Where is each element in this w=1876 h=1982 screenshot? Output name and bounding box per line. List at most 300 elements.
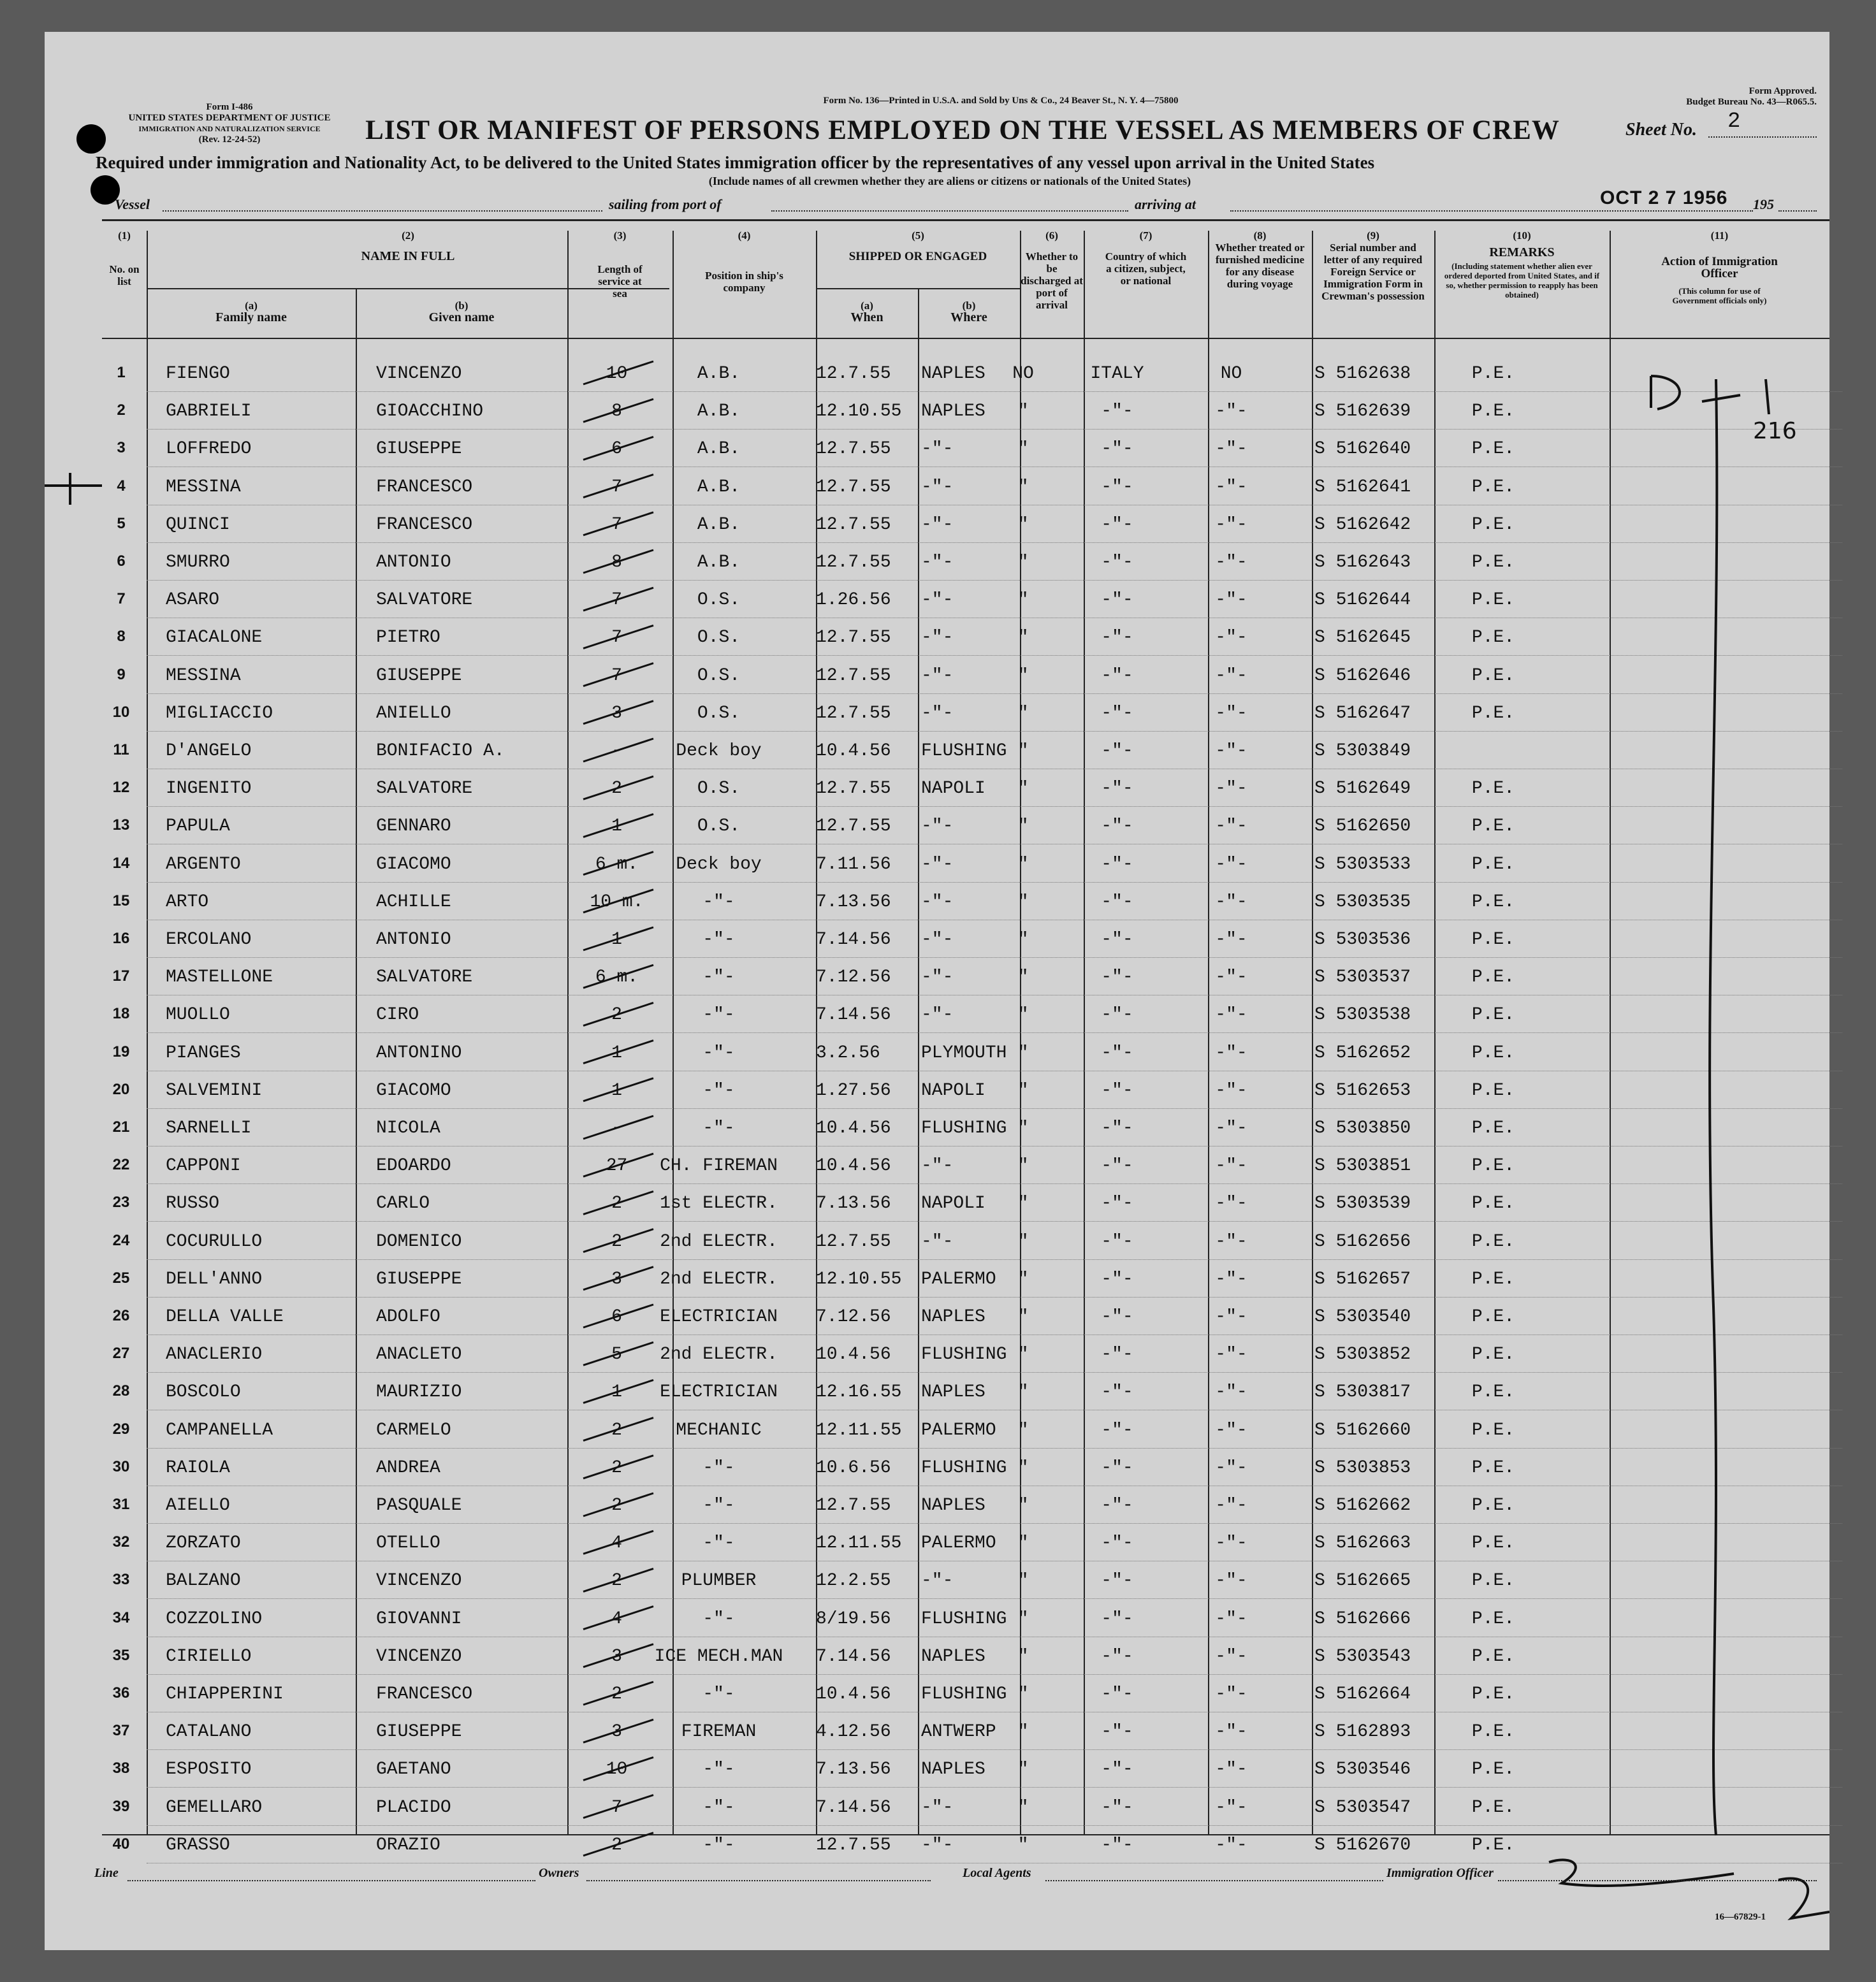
cell-position: 2nd ELECTR. (660, 1231, 778, 1252)
cell-given: FRANCESCO (376, 1684, 473, 1704)
cell-country: -"- (1101, 1345, 1133, 1365)
cell-serial: S 5162660 (1314, 1420, 1411, 1440)
cell-treated: -"- (1215, 628, 1247, 648)
cell-family: CIRIELLO (166, 1646, 252, 1667)
cell-country: -"- (1101, 816, 1133, 837)
cell-given: EDOARDO (376, 1156, 451, 1176)
cell-where: PALERMO (921, 1533, 996, 1554)
cell-service: 7 (611, 514, 622, 535)
cell-position: -"- (702, 1458, 735, 1478)
cell-where: -"- (921, 665, 954, 686)
cell-country: -"- (1101, 1382, 1133, 1403)
cell-remarks: P.E. (1471, 1797, 1515, 1818)
cell-where: NAPOLI (921, 1194, 985, 1214)
col11-label: Action of Immigration Officer (1661, 255, 1778, 280)
cell-where: NAPLES (921, 1496, 985, 1515)
cell-country: -"- (1101, 1458, 1133, 1478)
cell-remarks: P.E. (1471, 1043, 1515, 1063)
cell-serial: S 5162647 (1314, 703, 1411, 723)
col6-header (1020, 229, 1084, 311)
col10-num: (10) (1513, 229, 1531, 242)
approval-line: Budget Bureau No. 43—R065.5. (1686, 97, 1817, 107)
year-line (1778, 196, 1817, 212)
cell-treated: -"- (1215, 477, 1247, 497)
cell-remarks: P.E. (1471, 1307, 1515, 1327)
col2-label: NAME IN FULL (361, 249, 455, 263)
cell-family: ZORZATO (166, 1533, 241, 1554)
cell-family: CAMPANELLA (166, 1420, 273, 1440)
cell-position: -"- (702, 930, 735, 950)
table-row (112, 1146, 1842, 1184)
cell-service: 1 (611, 930, 622, 950)
cell-position: MECHANIC (676, 1420, 762, 1440)
cell-given: GIUSEPPE (376, 1722, 462, 1742)
cell-remarks: P.E. (1471, 1382, 1515, 1403)
table-row (113, 731, 1842, 769)
cell-given: DOMENICO (376, 1231, 462, 1252)
cell-family: CHIAPPERINI (166, 1684, 284, 1704)
cell-position: ICE MECH.MAN (654, 1646, 783, 1667)
cell-given: ADOLFO (376, 1307, 440, 1327)
cell-country: -"- (1101, 1835, 1133, 1855)
cell-serial: S 5303543 (1314, 1646, 1411, 1667)
row-number: 35 (112, 1646, 130, 1664)
cell-discharged: " (1017, 477, 1029, 497)
cell-position: 2nd ELECTR. (660, 1269, 778, 1289)
cell-given: FRANCESCO (376, 514, 473, 535)
cell-position: O.S. (697, 665, 741, 686)
cell-family: SMURRO (166, 553, 230, 572)
cell-when: 7.14.56 (816, 1646, 891, 1667)
cell-discharged: " (1017, 1722, 1029, 1742)
cell-serial: S 5162893 (1314, 1722, 1411, 1742)
col2b-sub: (b) (454, 300, 469, 312)
cell-remarks: P.E. (1471, 590, 1515, 611)
cell-position: 2nd ELECTR. (660, 1345, 778, 1365)
cell-remarks: P.E. (1471, 1231, 1515, 1252)
cell-where: PALERMO (921, 1420, 996, 1440)
cell-service: 2 (611, 1005, 622, 1025)
cell-treated: -"- (1215, 1760, 1247, 1780)
table-row (117, 580, 1842, 618)
table-row (112, 844, 1842, 883)
cell-discharged: " (1017, 1571, 1029, 1591)
cell-position: -"- (702, 1835, 735, 1855)
cell-remarks: P.E. (1471, 553, 1515, 572)
table-row (117, 656, 1842, 694)
manifest-sheet (45, 32, 1829, 1950)
cell-country: -"- (1101, 1005, 1133, 1025)
col4-num: (4) (738, 229, 751, 242)
cell-family: FIENGO (166, 364, 230, 384)
approval-line: Form Approved. (1749, 86, 1817, 96)
cell-serial: S 5162663 (1314, 1533, 1411, 1554)
cell-where: FLUSHING (921, 1345, 1007, 1365)
cell-when: 1.26.56 (816, 590, 891, 611)
cell-serial: S 5162644 (1314, 590, 1411, 611)
cell-serial: S 5162639 (1314, 401, 1411, 422)
arriving-label: arriving at (1135, 196, 1196, 212)
cell-when: 12.7.55 (816, 553, 891, 572)
cell-family: PIANGES (166, 1043, 241, 1063)
footer-line-label: Line (94, 1866, 119, 1880)
row-number: 19 (112, 1043, 130, 1060)
table-row (117, 505, 1842, 543)
cell-remarks: P.E. (1471, 401, 1515, 422)
cell-treated: -"- (1215, 892, 1247, 912)
cell-country: -"- (1101, 1118, 1133, 1138)
table-row (112, 1448, 1842, 1486)
cell-family: D'ANGELO (166, 741, 252, 761)
form-block-line: Form I-486 (206, 102, 253, 112)
cell-country: -"- (1101, 665, 1133, 686)
cell-position: O.S. (697, 816, 741, 837)
cell-family: ASARO (166, 590, 220, 611)
col6-num: (6) (1045, 229, 1058, 242)
cell-family: GRASSO (166, 1835, 230, 1855)
cell-service: 3 (611, 1646, 622, 1667)
cell-where: NAPLES (921, 1760, 985, 1780)
row-number: 9 (117, 665, 126, 683)
table-row (112, 1486, 1842, 1524)
cell-given: GIUSEPPE (376, 1269, 462, 1289)
cell-where: -"- (921, 1156, 954, 1176)
cell-where: FLUSHING (921, 741, 1007, 761)
cell-position: CH. FIREMAN (660, 1156, 778, 1176)
table-row (112, 995, 1842, 1033)
row-number: 26 (112, 1307, 130, 1324)
cell-remarks: P.E. (1471, 1005, 1515, 1025)
cell-service: - (611, 741, 622, 761)
cell-family: COZZOLINO (166, 1609, 263, 1629)
cell-family: MESSINA (166, 477, 241, 497)
cell-when: 7.14.56 (816, 1797, 891, 1818)
cell-discharged: " (1017, 1080, 1029, 1101)
cell-position: -"- (702, 1080, 735, 1101)
cell-given: PIETRO (376, 628, 440, 648)
cell-discharged: " (1017, 1684, 1029, 1704)
cell-remarks: P.E. (1471, 703, 1515, 723)
cell-family: SALVEMINI (166, 1080, 263, 1101)
cell-discharged: " (1017, 703, 1029, 723)
table-row (112, 1108, 1842, 1147)
cell-country: -"- (1101, 1307, 1133, 1327)
cell-given: OTELLO (376, 1533, 440, 1554)
row-number: 6 (117, 553, 126, 570)
cell-when: 10.4.56 (816, 1684, 891, 1704)
cell-service: 10 m. (590, 892, 644, 912)
cell-where: -"- (921, 1231, 954, 1252)
cell-remarks: P.E. (1471, 816, 1515, 837)
row-number: 18 (112, 1005, 130, 1023)
table-row (112, 1335, 1842, 1373)
cell-treated: -"- (1215, 1684, 1247, 1704)
cell-treated: -"- (1215, 930, 1247, 950)
cell-country: -"- (1101, 741, 1133, 761)
table-row (112, 882, 1842, 920)
cell-discharged: " (1017, 1458, 1029, 1478)
col8-header (1208, 229, 1312, 290)
col5a-sub: (a) (861, 300, 873, 312)
cell-country: -"- (1101, 590, 1133, 611)
col5a-header (816, 300, 918, 324)
table-row (117, 391, 1842, 430)
cell-service: 10 (606, 1760, 628, 1780)
cell-given: GAETANO (376, 1760, 451, 1780)
cell-remarks: P.E. (1471, 854, 1515, 874)
cell-discharged: " (1017, 779, 1029, 799)
cell-remarks: P.E. (1471, 1609, 1515, 1629)
table-row (112, 1712, 1842, 1750)
cell-given: VINCENZO (376, 1571, 462, 1591)
row-number: 37 (112, 1722, 130, 1740)
row-number: 12 (112, 779, 130, 797)
cell-family: ERCOLANO (166, 930, 252, 950)
cell-given: ANTONIO (376, 930, 451, 950)
sailing-line (771, 196, 1128, 212)
cell-country: -"- (1101, 930, 1133, 950)
cell-family: LOFFREDO (166, 439, 252, 459)
cell-family: MIGLIACCIO (166, 703, 273, 723)
cell-when: 7.13.56 (816, 1194, 891, 1214)
cell-given: CARLO (376, 1194, 430, 1214)
cell-serial: S 5162657 (1314, 1269, 1411, 1289)
row-number: 20 (112, 1080, 130, 1098)
cell-treated: -"- (1215, 439, 1247, 459)
cell-when: 4.12.56 (816, 1722, 891, 1742)
cell-treated: -"- (1215, 779, 1247, 799)
cell-remarks: P.E. (1471, 1156, 1515, 1176)
cell-serial: S 5162638 (1314, 364, 1411, 384)
col11-note: (This column for use of Government officials only) (1672, 286, 1767, 305)
cell-service: 2 (611, 1571, 622, 1591)
cell-discharged: " (1017, 1269, 1029, 1289)
cell-when: 7.12.56 (816, 967, 891, 988)
cell-position: -"- (702, 1005, 735, 1025)
cell-where: -"- (921, 854, 954, 874)
col2b-label: Given name (428, 310, 495, 324)
vessel-label: Vessel (115, 196, 150, 212)
row-number: 8 (117, 628, 126, 646)
cell-position: Deck boy (676, 741, 762, 761)
cell-family: ARTO (166, 892, 209, 912)
cell-remarks: P.E. (1471, 477, 1515, 497)
cell-country: -"- (1101, 439, 1133, 459)
cell-discharged: " (1017, 741, 1029, 761)
cell-serial: S 5162666 (1314, 1609, 1411, 1629)
cell-discharged: " (1017, 1345, 1029, 1365)
col5b-header (918, 300, 1020, 324)
cell-discharged: " (1017, 892, 1029, 912)
cell-given: GIOACCHINO (376, 401, 484, 422)
cell-when: 12.11.55 (816, 1420, 902, 1440)
cell-family: BALZANO (166, 1571, 241, 1591)
cell-remarks: P.E. (1471, 1496, 1515, 1515)
sheet-no-label: Sheet No. (1625, 120, 1697, 140)
table-top-rule (102, 219, 1829, 221)
cell-position: A.B. (697, 553, 741, 572)
cell-country: -"- (1101, 514, 1133, 535)
cell-service: 1 (611, 1043, 622, 1063)
cell-position: A.B. (697, 514, 741, 535)
row-number: 25 (112, 1269, 130, 1287)
row-number: 33 (112, 1571, 130, 1589)
cell-service: 6 m. (595, 967, 639, 988)
col10-header (1434, 229, 1610, 300)
cell-family: GABRIELI (166, 401, 252, 422)
table-row (112, 1561, 1842, 1599)
cell-remarks: P.E. (1471, 1533, 1515, 1554)
cell-service: 6 (611, 1307, 622, 1327)
col8-num: (8) (1253, 229, 1267, 242)
cell-where: -"- (921, 1571, 954, 1591)
cell-country: -"- (1101, 1496, 1133, 1515)
cell-serial: S 5162652 (1314, 1043, 1411, 1063)
cell-family: PAPULA (166, 816, 230, 837)
cell-country: -"- (1101, 1080, 1133, 1101)
cell-remarks: P.E. (1471, 1760, 1515, 1780)
cell-when: 10.6.56 (816, 1458, 891, 1478)
table-row (112, 1637, 1842, 1675)
table-row (112, 1599, 1842, 1637)
cell-given: CIRO (376, 1005, 419, 1025)
cell-service: 2 (611, 1496, 622, 1515)
cell-serial: S 5162649 (1314, 779, 1411, 799)
cell-serial: S 5162662 (1314, 1496, 1411, 1515)
cell-where: -"- (921, 477, 954, 497)
cell-position: A.B. (697, 401, 741, 422)
cell-where: NAPOLI (921, 779, 985, 799)
cell-when: 8/19.56 (816, 1609, 891, 1629)
cell-treated: -"- (1215, 1043, 1247, 1063)
cell-given: ACHILLE (376, 892, 451, 912)
cell-serial: S 5303853 (1314, 1458, 1411, 1478)
cell-country: -"- (1101, 1194, 1133, 1214)
row-number: 15 (112, 892, 130, 909)
cell-when: 12.7.55 (816, 1835, 891, 1855)
cell-family: ANACLERIO (166, 1345, 263, 1365)
table-row (112, 1033, 1842, 1071)
col1-num: (1) (118, 229, 131, 242)
cell-given: NICOLA (376, 1118, 440, 1138)
table-row (117, 354, 1842, 392)
cell-position: -"- (702, 1533, 735, 1554)
cell-service: 8 (611, 401, 622, 422)
cell-remarks: P.E. (1471, 1458, 1515, 1478)
cell-given: ANDREA (376, 1458, 440, 1478)
cell-treated: -"- (1215, 967, 1247, 988)
footer-owners-field (586, 1866, 931, 1881)
form-block-line: UNITED STATES DEPARTMENT OF JUSTICE (128, 113, 331, 123)
cell-position: A.B. (697, 364, 741, 384)
cell-service: 2 (611, 1420, 622, 1440)
cell-family: GEMELLARO (166, 1797, 263, 1818)
cell-remarks: P.E. (1471, 1646, 1515, 1667)
cell-remarks: P.E. (1471, 779, 1515, 799)
col3-num: (3) (613, 229, 627, 242)
cell-serial: S 5303850 (1314, 1118, 1411, 1138)
cell-when: 12.7.55 (816, 1231, 891, 1252)
cell-where: FLUSHING (921, 1118, 1007, 1138)
col3-label: Length of service at sea (597, 263, 643, 300)
cell-treated: -"- (1215, 816, 1247, 837)
cell-given: GENNARO (376, 816, 451, 837)
cell-service: 8 (611, 553, 622, 572)
cell-when: 7.13.56 (816, 1760, 891, 1780)
cell-where: NAPLES (921, 1307, 985, 1327)
cell-discharged: " (1017, 1043, 1029, 1063)
col6-label: Whether to be discharged at port of arrival (1021, 250, 1083, 311)
table-row (112, 1788, 1842, 1826)
cell-when: 12.7.55 (816, 477, 891, 497)
row-number: 32 (112, 1533, 130, 1551)
cell-where: -"- (921, 514, 954, 535)
table-row (112, 1674, 1842, 1712)
table-row (112, 1410, 1842, 1449)
cell-when: 12.7.55 (816, 514, 891, 535)
cell-position: -"- (702, 1797, 735, 1818)
row-number: 3 (117, 439, 126, 457)
footer-agents-field (1045, 1866, 1383, 1881)
cell-where: NAPOLI (921, 1080, 985, 1101)
cell-serial: S 5303852 (1314, 1345, 1411, 1365)
cell-serial: S 5162653 (1314, 1080, 1411, 1101)
cell-remarks: P.E. (1471, 1684, 1515, 1704)
col7-num: (7) (1139, 229, 1153, 242)
cell-treated: -"- (1215, 1797, 1247, 1818)
cell-where: -"- (921, 703, 954, 723)
date-stamp: OCT 2 7 1956 (1600, 187, 1728, 208)
cell-position: -"- (702, 1118, 735, 1138)
cell-when: 7.13.56 (816, 892, 891, 912)
col2b-header (356, 300, 567, 324)
cell-treated: -"- (1215, 1496, 1247, 1515)
col7-header (1084, 229, 1208, 287)
cell-given: PLACIDO (376, 1797, 451, 1818)
cell-serial: S 5303547 (1314, 1797, 1411, 1818)
footer-officer-field (1498, 1866, 1817, 1881)
col1-header (102, 229, 147, 287)
table-row (112, 1372, 1842, 1410)
cell-when: 7.14.56 (816, 1005, 891, 1025)
cell-where: PLYMOUTH (921, 1043, 1007, 1063)
table-row (112, 957, 1842, 995)
cell-serial: S 5303540 (1314, 1307, 1411, 1327)
cell-serial: S 5162664 (1314, 1684, 1411, 1704)
cell-country: -"- (1101, 1722, 1133, 1742)
cell-discharged: " (1017, 1005, 1029, 1025)
cell-remarks: P.E. (1471, 892, 1515, 912)
cell-given: SALVATORE (376, 590, 473, 611)
cell-when: 1.27.56 (816, 1080, 891, 1101)
cell-position: O.S. (697, 703, 741, 723)
cell-position: 1st ELECTR. (660, 1194, 778, 1214)
cell-when: 12.7.55 (816, 816, 891, 837)
cell-when: 12.7.55 (816, 364, 891, 384)
cell-serial: S 5303533 (1314, 854, 1411, 874)
cell-when: 7.11.56 (816, 854, 891, 874)
cell-discharged: " (1017, 1420, 1029, 1440)
col11-header (1610, 229, 1829, 305)
col5-label: SHIPPED OR ENGAGED (848, 250, 987, 263)
cell-treated: -"- (1215, 1382, 1247, 1403)
col2a-sub: (a) (245, 300, 258, 312)
col5b-label: Where (950, 310, 987, 324)
cell-where: NAPLES (921, 1646, 985, 1667)
cell-discharged: " (1017, 1307, 1029, 1327)
cell-country: -"- (1101, 1420, 1133, 1440)
cell-family: SARNELLI (166, 1118, 252, 1138)
